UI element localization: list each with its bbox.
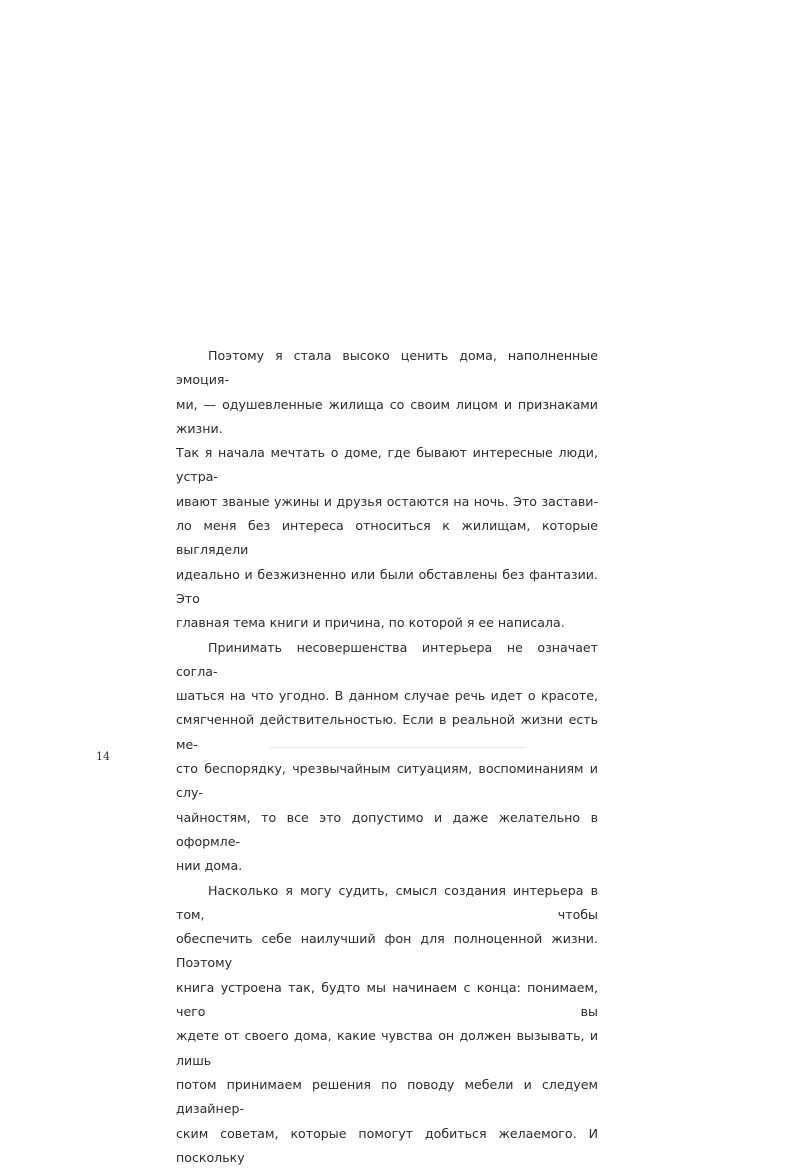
text-line: чайностям, то все это допустимо и даже желательно в оформле-: [176, 806, 598, 855]
text-line: потом принимаем решения по поводу мебели и следуем дизайнер-: [176, 1073, 598, 1122]
text-line: книга устроена так, будто мы начинаем с конца: понимаем, чего вы: [176, 976, 598, 1025]
page-number: 14: [96, 750, 110, 763]
text-line: обеспечить себе наилучший фон для полноценной жизни. Поэтому: [176, 927, 598, 976]
paragraph-1: [176, 344, 598, 636]
text-line: нии дома.: [176, 854, 598, 878]
text-line: смягченной действительностью. Если в реальной жизни есть ме-: [176, 708, 598, 757]
text-line: идеально и безжизненно или были обставлены без фантазии. Это: [176, 563, 598, 612]
body-text: [176, 344, 598, 1170]
text-line: ивают званые ужины и друзья остаются на ночь. Это застави-: [176, 490, 598, 514]
paragraph-2: [176, 636, 598, 879]
text-line: Так я начала мечтать о доме, где бывают интересные люди, устра-: [176, 441, 598, 490]
text-line: главная тема книги и причина, по которой я ее написала.: [176, 611, 598, 635]
text-line: ждете от своего дома, какие чувства он должен вызывать, и лишь: [176, 1024, 598, 1073]
paragraph-3: [176, 879, 598, 1170]
text-line: ми, — одушевленные жилища со своим лицом и признаками жизни.: [176, 393, 598, 442]
text-line: Принимать несовершенства интерьера не означает согла-: [176, 636, 598, 685]
text-line: Поэтому я стала высоко ценить дома, наполненные эмоция-: [176, 344, 598, 393]
text-line: Насколько я могу судить, смысл создания интерьера в том, чтобы: [176, 879, 598, 928]
text-line: ским советам, которые помогут добиться желаемого. И поскольку: [176, 1122, 598, 1170]
text-line: шаться на что угодно. В данном случае речь идет о красоте,: [176, 684, 598, 708]
text-line: сто беспорядку, чрезвычайным ситуациям, воспоминаниям и слу-: [176, 757, 598, 806]
text-line: ло меня без интереса относиться к жилищам, которые выглядели: [176, 514, 598, 563]
footer-divider: [270, 747, 526, 748]
